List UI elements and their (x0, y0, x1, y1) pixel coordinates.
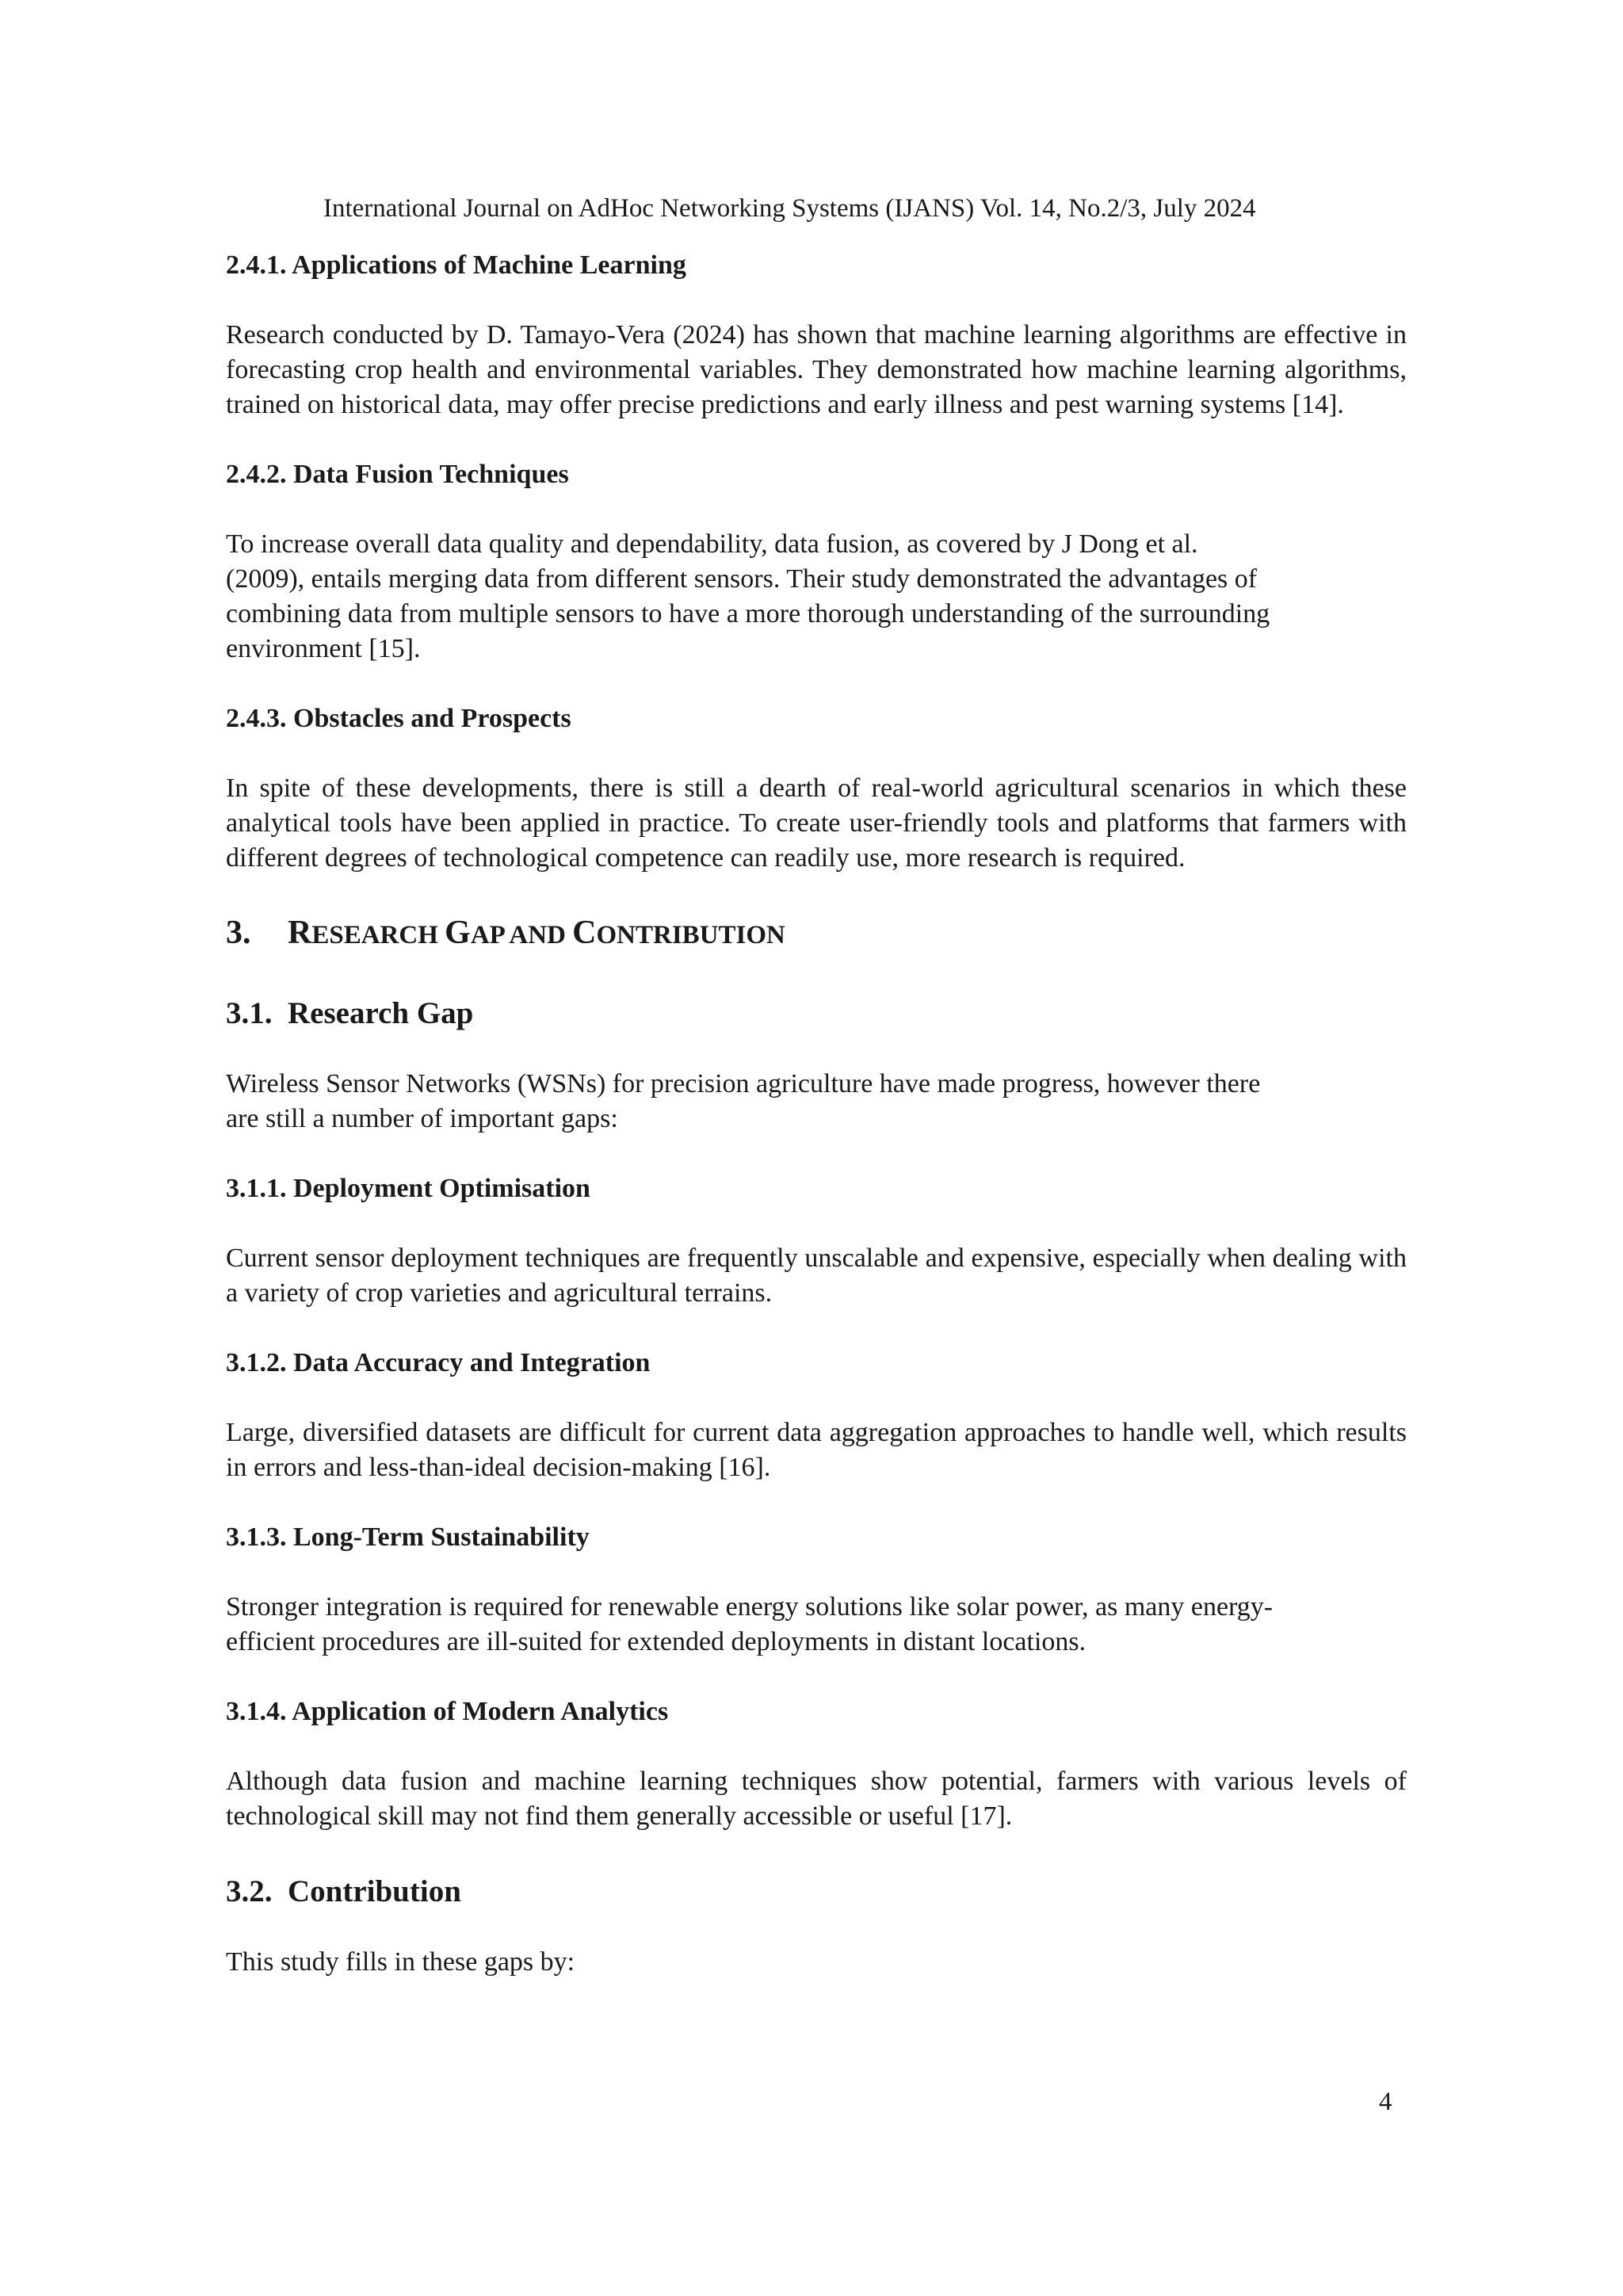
page-number: 4 (1379, 2088, 1392, 2116)
section-title-part: ONTRIBUTION (596, 921, 785, 949)
section-heading-3 (226, 912, 1407, 956)
paragraph-2-4-2 (226, 527, 1407, 667)
paragraph-3-2: This study fills in these gaps by: (226, 1947, 575, 1977)
heading-3-1-4: 3.1.4. Application of Modern Analytics (226, 1697, 669, 1726)
heading-3-1-1: 3.1.1. Deployment Optimisation (226, 1174, 590, 1203)
subsection-heading-3-2 (226, 1872, 1407, 1912)
subsection-heading-3-1 (226, 994, 1407, 1033)
section-title-part: R (288, 915, 312, 951)
paragraph-3-1-4: Although data fusion and machine learning techniques show potential, farmers with various levels of technological skill may not find them generally accessible or useful [17]. (226, 1767, 1407, 1831)
paragraph-3-1 (226, 1067, 1407, 1137)
paragraph-line: are still a number of important gaps: (226, 1104, 618, 1133)
paragraph-line: To increase overall data quality and dependability, data fusion, as covered by J Dong et al. (226, 529, 1198, 559)
paragraph-2-4-1: Research conducted by D. Tamayo-Vera (2024) has shown that machine learning algorithms are effective in forecasting crop health and environmental variables. They demonstrated how machine learning algorithms, trained on historical data, may offer precise predictions and early illness and pest warning systems [14]. (226, 320, 1407, 419)
subsection-title: Research Gap (288, 996, 474, 1030)
section-title-part: AP AND (470, 921, 573, 949)
running-header: International Journal on AdHoc Networking Systems (IJANS) Vol. 14, No.2/3, July 2024 (323, 194, 1256, 223)
paragraph-line: efficient procedures are ill-suited for extended deployments in distant locations. (226, 1627, 1086, 1656)
section-number: 3. (226, 915, 251, 951)
heading-3-1-3: 3.1.3. Long-Term Sustainability (226, 1522, 590, 1552)
section-title-part: G (445, 915, 471, 951)
section-title-part: ESEARCH (311, 921, 445, 949)
paragraph-3-1-3 (226, 1590, 1407, 1660)
paragraph-line: environment [15]. (226, 634, 421, 663)
subsection-title: Contribution (288, 1874, 461, 1908)
section-title-part: C (572, 915, 597, 951)
subsection-number: 3.2. (226, 1874, 273, 1908)
paragraph-line: (2009), entails merging data from different sensors. Their study demonstrated the advantages of (226, 564, 1258, 594)
paragraph-line: Stronger integration is required for renewable energy solutions like solar power, as many energy- (226, 1592, 1274, 1622)
paragraph-line: combining data from multiple sensors to have a more thorough understanding of the surrounding (226, 599, 1270, 628)
heading-2-4-1: 2.4.1. Applications of Machine Learning (226, 250, 686, 280)
subsection-number: 3.1. (226, 996, 273, 1030)
heading-3-1-2: 3.1.2. Data Accuracy and Integration (226, 1348, 651, 1377)
paragraph-3-1-1: Current sensor deployment techniques are frequently unscalable and expensive, especially when dealing with a variety of crop varieties and agricultural terrains. (226, 1244, 1407, 1308)
paragraph-3-1-2: Large, diversified datasets are difficult for current data aggregation approaches to handle well, which results in errors and less-than-ideal decision-making [16]. (226, 1418, 1407, 1482)
heading-2-4-3: 2.4.3. Obstacles and Prospects (226, 704, 571, 733)
page-body (226, 248, 1407, 1980)
paragraph-line: Wireless Sensor Networks (WSNs) for precision agriculture have made progress, however there (226, 1069, 1261, 1098)
paragraph-2-4-3: In spite of these developments, there is still a dearth of real-world agricultural scenarios in which these analytical tools have been applied in practice. To create user-friendly tools and platforms that farmers with different degrees of technological competence can readily use, more research is required. (226, 774, 1407, 873)
heading-2-4-2: 2.4.2. Data Fusion Techniques (226, 460, 569, 489)
